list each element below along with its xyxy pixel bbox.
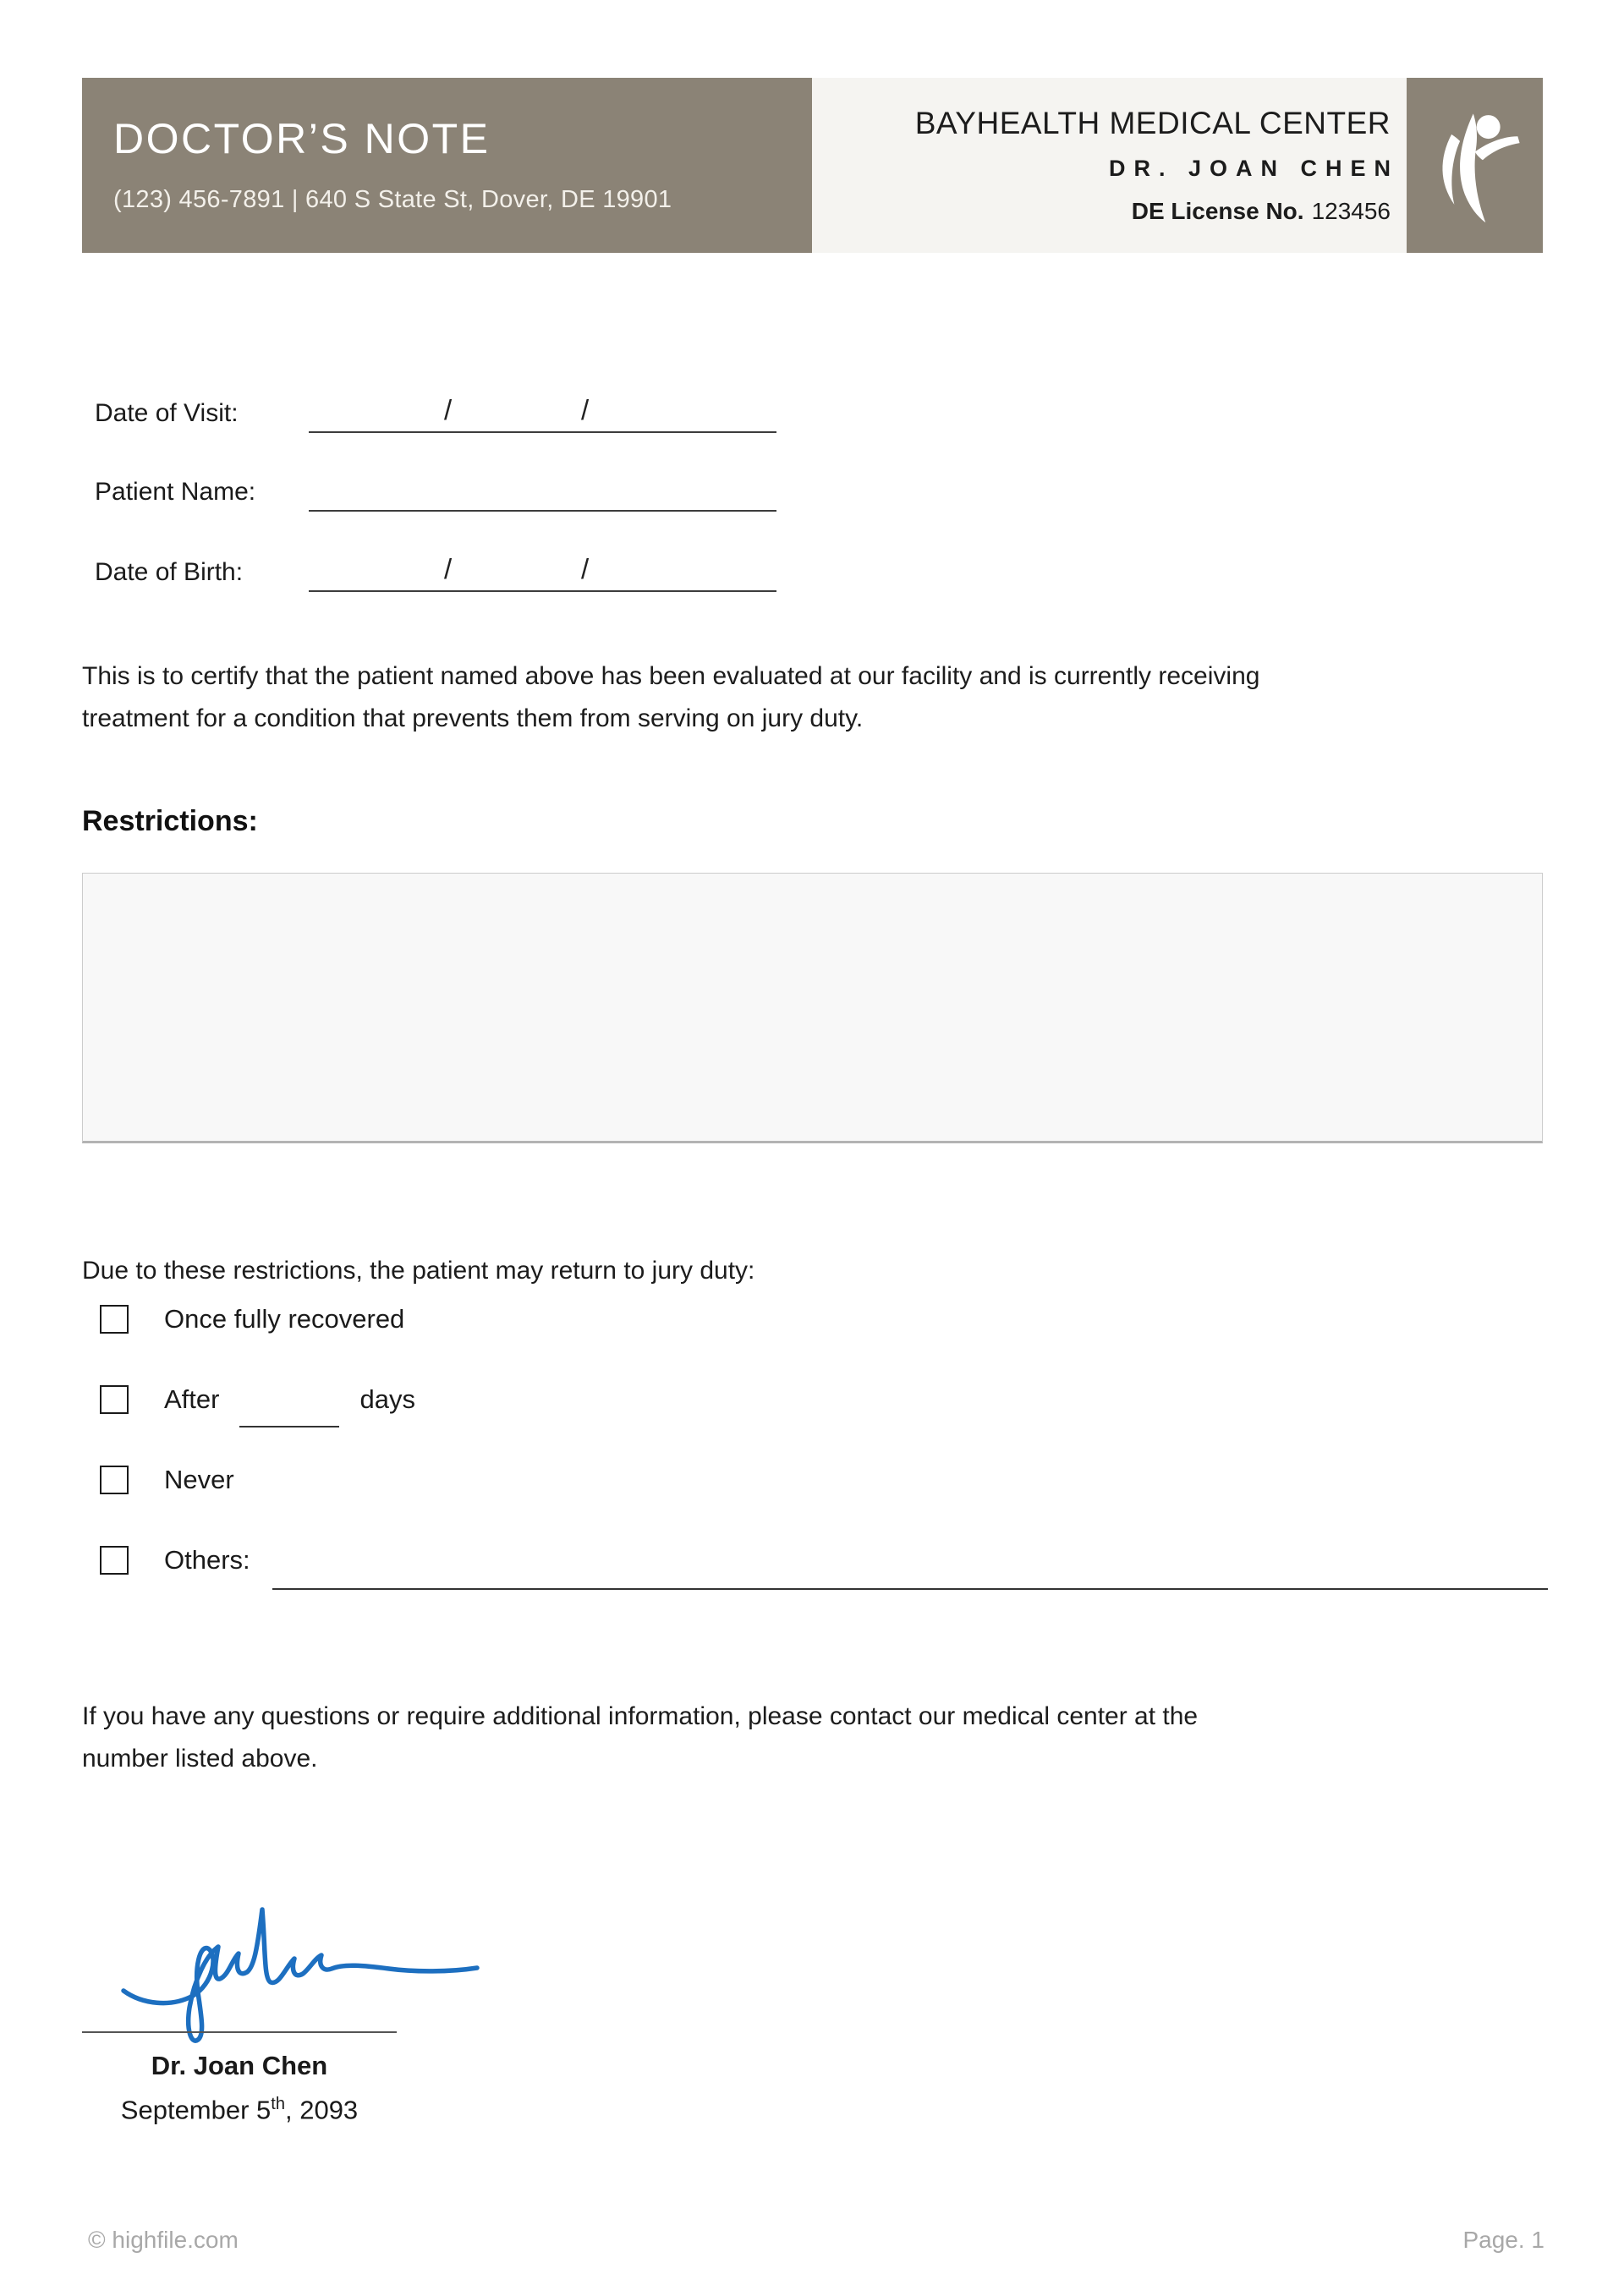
others-label: Others: xyxy=(164,1545,250,1575)
others-checkbox[interactable] xyxy=(100,1546,129,1575)
others-input[interactable] xyxy=(272,1553,1548,1590)
header xyxy=(82,78,1543,253)
date-separator: / xyxy=(444,553,453,584)
days-label: days xyxy=(359,1384,415,1414)
once-fully-recovered-label: Once fully recovered xyxy=(164,1304,405,1334)
license-line xyxy=(812,198,1391,225)
page-title: DOCTOR’S NOTE xyxy=(113,115,491,162)
patient-name-label: Patient Name: xyxy=(95,478,256,506)
signature-date-prefix: September 5 xyxy=(120,2095,272,2125)
header-title-block xyxy=(82,78,812,253)
signer-name: Dr. Joan Chen xyxy=(151,2051,328,2080)
date-of-visit-label: Date of Visit: xyxy=(95,399,239,427)
clinic-logo xyxy=(1407,78,1543,253)
restrictions-heading: Restrictions: xyxy=(82,805,258,837)
signature-date-ordinal: th xyxy=(271,2095,285,2113)
option-once-fully-recovered xyxy=(100,1302,1548,1336)
signature-image xyxy=(118,1901,482,2043)
person-wellness-icon xyxy=(1428,102,1522,229)
date-separator: / xyxy=(444,394,453,425)
date-of-visit-row xyxy=(95,391,776,433)
patient-name-input[interactable] xyxy=(309,469,776,512)
certification-line-2: treatment for a condition that prevents them from serving on jury duty. xyxy=(82,704,864,732)
date-separator: / xyxy=(581,553,590,584)
once-fully-recovered-checkbox[interactable] xyxy=(100,1305,129,1334)
license-label: DE License No. xyxy=(1131,198,1304,224)
never-label: Never xyxy=(164,1465,234,1494)
footer-copyright: © highfile.com xyxy=(88,2227,239,2253)
license-number: 123456 xyxy=(1311,198,1391,224)
signature-date-suffix: , 2093 xyxy=(284,2095,359,2125)
signature-line xyxy=(82,2031,397,2033)
date-of-birth-input[interactable] xyxy=(309,550,776,592)
closing-line-1: If you have any questions or require additional information, please contact our medical center at the xyxy=(82,1702,1199,1730)
date-of-birth-row xyxy=(95,550,776,592)
certification-text xyxy=(82,655,1503,740)
clinic-name: BAYHEALTH MEDICAL CENTER xyxy=(914,106,1391,140)
date-separator: / xyxy=(581,394,590,425)
never-checkbox[interactable] xyxy=(100,1466,129,1494)
doctor-name: DR. JOAN CHEN xyxy=(1108,156,1399,181)
patient-name-row xyxy=(95,469,776,512)
after-label: After xyxy=(164,1384,220,1414)
restrictions-input[interactable] xyxy=(82,873,1543,1143)
option-others xyxy=(100,1543,1548,1577)
footer-page-number: Page. 1 xyxy=(1462,2227,1544,2253)
days-count-input[interactable] xyxy=(239,1390,339,1427)
closing-line-2: number listed above. xyxy=(82,1745,318,1773)
option-after-days xyxy=(100,1383,1548,1417)
clinic-contact-line: (123) 456-7891 | 640 S State St, Dover, DE 19901 xyxy=(113,186,672,213)
header-clinic-block xyxy=(812,78,1407,253)
signature-date xyxy=(82,2095,397,2125)
date-of-birth-label: Date of Birth: xyxy=(95,558,244,586)
footer xyxy=(88,2227,1544,2254)
option-never xyxy=(100,1463,1548,1497)
certification-line-1: This is to certify that the patient named above has been evaluated at our facility and is currently receiving xyxy=(82,662,1260,690)
closing-text xyxy=(82,1696,1503,1780)
date-of-visit-input[interactable] xyxy=(309,391,776,433)
return-intro: Due to these restrictions, the patient may return to jury duty: xyxy=(82,1257,755,1285)
after-days-checkbox[interactable] xyxy=(100,1385,129,1414)
